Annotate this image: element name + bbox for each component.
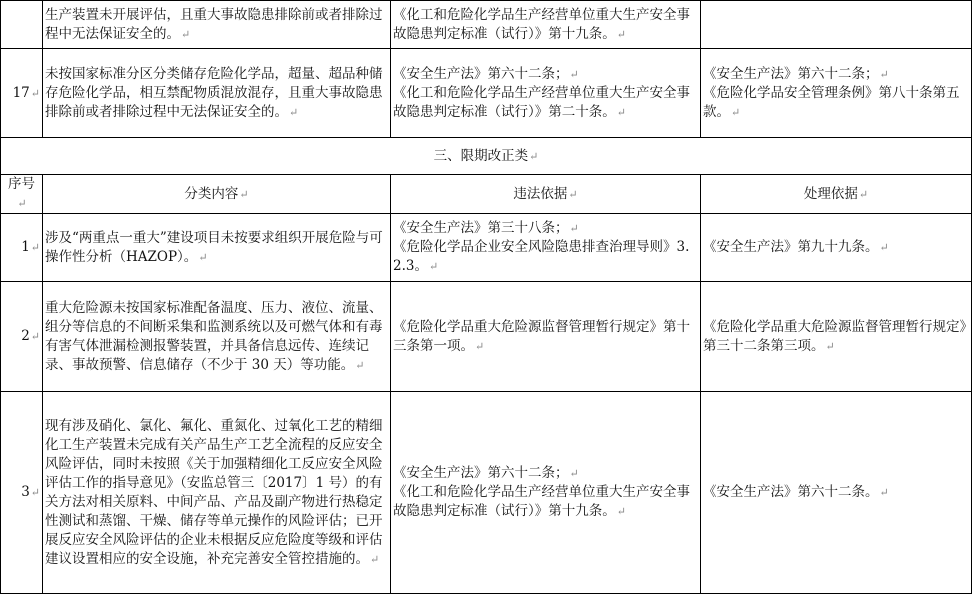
handling-cell: 《安全生产法》第九十九条。↵ bbox=[701, 214, 972, 282]
header-row bbox=[1, 175, 972, 214]
table-row bbox=[1, 1, 972, 49]
header-content: 分类内容↵ bbox=[43, 175, 391, 214]
handling-cell: 《危险化学品重大危险源监督管理暂行规定》第三十二条第三项。↵ bbox=[701, 282, 972, 392]
header-handling: 处理依据↵ bbox=[701, 175, 972, 214]
content-cell: 生产装置未开展评估，且重大事故隐患排除前或者排除过程中无法保证安全的。↵ bbox=[43, 1, 391, 49]
handling-cell: 《安全生产法》第六十二条。↵ bbox=[701, 392, 972, 594]
basis-cell: 《安全生产法》第六十二条；↵ 《化工和危险化学品生产经营单位重大生产安全事故隐患判定标准（试行）》第十九条。↵ bbox=[391, 392, 701, 594]
section-title: 三、限期改正类↵ bbox=[1, 138, 972, 175]
header-basis: 违法依据↵ bbox=[391, 175, 701, 214]
table-row bbox=[1, 214, 972, 282]
content-cell: 涉及“两重点一重大”建设项目未按要求组织开展危险与可操作性分析（HAZOP）。↵ bbox=[43, 214, 391, 282]
header-no: 序号↵ bbox=[1, 175, 43, 214]
row-number-cell: 17↵ bbox=[1, 49, 43, 138]
row-number-cell: 2↵ bbox=[1, 282, 43, 392]
row-number-cell: 3↵ bbox=[1, 392, 43, 594]
content-cell: 重大危险源未按国家标准配备温度、压力、液位、流量、组分等信息的不间断采集和监测系统以及可燃气体和有毒有害气体泄漏检测报警装置，并具备信息远传、连续记录、事故预警、信息储存（不少于 30 天）等功能。↵ bbox=[43, 282, 391, 392]
section-row bbox=[1, 138, 972, 175]
basis-cell: 《安全生产法》第三十八条；↵ 《危险化学品企业安全风险隐患排查治理导则》3.2.3。↵ bbox=[391, 214, 701, 282]
handling-cell: 《安全生产法》第六十二条；↵ 《危险化学品安全管理条例》第八十条第五款。↵ bbox=[701, 49, 972, 138]
content-cell: 未按国家标准分区分类储存危险化学品，超量、超品种储存危险化学品，相互禁配物质混放混存，且重大事故隐患排除前或者排除过程中无法保证安全的。↵ bbox=[43, 49, 391, 138]
table-row bbox=[1, 49, 972, 138]
basis-cell: 《危险化学品重大危险源监督管理暂行规定》第十三条第一项。↵ bbox=[391, 282, 701, 392]
content-cell: 现有涉及硝化、氯化、氟化、重氮化、过氧化工艺的精细化工生产装置未完成有关产品生产工艺全流程的反应安全风险评估，同时未按照《关于加强精细化工反应安全风险评估工作的指导意见》（安监总管三〔2017〕1 号）的有关方法对相关原料、中间产品、产品及副产物进行热稳定性测试和蒸馏、干燥、储存等单元操作的风险评估；已开展反应安全风险评估的企业未根据反应危险度等级和评估建议设置相应的安全设施，补充完善安全管控措施的。↵ bbox=[43, 392, 391, 594]
handling-cell bbox=[701, 1, 972, 49]
basis-cell: 《安全生产法》第六十二条；↵ 《化工和危险化学品生产经营单位重大生产安全事故隐患判定标准（试行）》第二十条。↵ bbox=[391, 49, 701, 138]
table-row bbox=[1, 392, 972, 594]
row-number-cell bbox=[1, 1, 43, 49]
basis-cell: 《化工和危险化学品生产经营单位重大生产安全事故隐患判定标准（试行）》第十九条。↵ bbox=[391, 1, 701, 49]
table-row bbox=[1, 282, 972, 392]
row-number-cell: 1↵ bbox=[1, 214, 43, 282]
